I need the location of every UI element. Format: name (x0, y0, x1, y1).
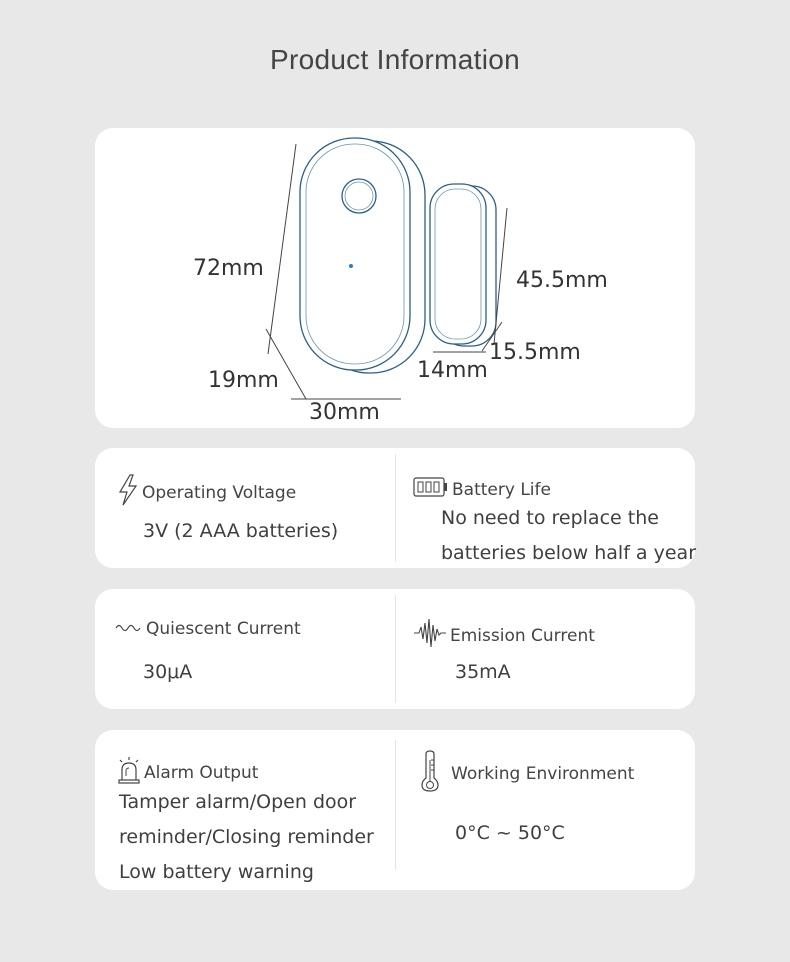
sensor-front-body (300, 138, 410, 370)
battery-icon (413, 476, 449, 503)
emission-label: Emission Current (450, 625, 595, 646)
height-dimension-line (268, 144, 296, 354)
card-divider (395, 740, 396, 870)
alarm-label: Alarm Output (144, 762, 259, 783)
height-label-main: 72mm (193, 256, 264, 281)
depth-label-magnet: 15.5mm (489, 340, 581, 365)
alarm-value-line1: Tamper alarm/Open door (119, 791, 357, 813)
quiescent-value: 30μA (143, 661, 193, 683)
sensor-button (342, 179, 376, 213)
quiescent-label: Quiescent Current (146, 619, 301, 639)
alarm-value-line2: reminder/Closing reminder (119, 826, 374, 848)
voltage-label: Operating Voltage (142, 482, 297, 503)
quiescent-heading (115, 619, 301, 639)
voltage-value: 3V (2 AAA batteries) (143, 520, 339, 542)
voltage-heading (117, 474, 296, 511)
width-label-main: 30mm (309, 400, 380, 425)
sensor-led (349, 264, 353, 268)
page-title: Product Information (269, 44, 521, 75)
battery-label: Battery Life (452, 479, 551, 500)
environment-value: 0°C ~ 50°C (455, 822, 565, 844)
alarm-value-line3: Low battery warning (119, 861, 314, 883)
environment-heading (421, 750, 634, 797)
signal-wave-icon (413, 617, 447, 654)
thermometer-icon (421, 750, 439, 797)
card-divider (395, 595, 396, 703)
depth-label-main: 19mm (208, 368, 279, 393)
spec-card-power (95, 448, 695, 568)
emission-heading (413, 617, 595, 654)
emission-value: 35mA (455, 661, 511, 683)
height-label-magnet: 45.5mm (516, 268, 608, 293)
battery-value-line1: No need to replace the (441, 507, 659, 529)
dimensions-card (95, 128, 695, 428)
battery-heading (413, 476, 551, 503)
magnet-front-body (430, 184, 486, 344)
environment-label: Working Environment (451, 763, 635, 784)
spec-card-output (95, 730, 695, 890)
wave-icon (115, 619, 143, 639)
spec-card-current (95, 589, 695, 709)
width-label-magnet: 14mm (417, 358, 488, 383)
lightning-icon (117, 474, 139, 511)
battery-value-line2: batteries below half a year (441, 542, 697, 564)
card-divider (395, 454, 396, 562)
